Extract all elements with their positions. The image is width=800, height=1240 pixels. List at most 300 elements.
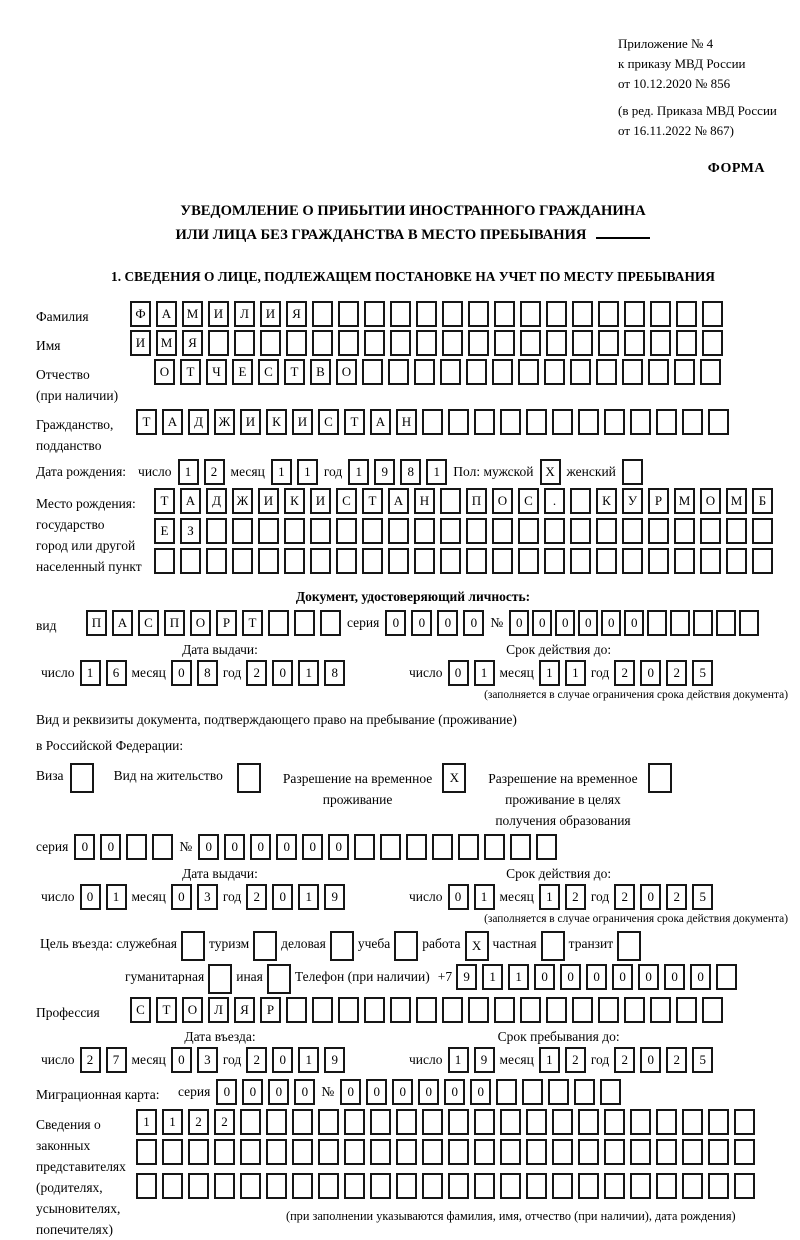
identity-valid-month-cell[interactable]: 1	[565, 660, 586, 686]
residence-issue-month-cell[interactable]: 3	[197, 884, 218, 910]
citizenship-cell[interactable]: И	[292, 409, 313, 435]
profession-cell[interactable]	[442, 997, 463, 1023]
profession-cell[interactable]: Я	[234, 997, 255, 1023]
entry-day-cell[interactable]: 2	[80, 1047, 101, 1073]
doc-kind-cell[interactable]: О	[190, 610, 211, 636]
mc-number-cell[interactable]: 0	[392, 1079, 413, 1105]
phone-digit-cell[interactable]: 9	[456, 964, 477, 990]
representative-cell[interactable]	[682, 1173, 703, 1199]
representative-cell[interactable]: 1	[136, 1109, 157, 1135]
phone-digit-cell[interactable]: 0	[612, 964, 633, 990]
birth-place-cell[interactable]: О	[700, 488, 721, 514]
representative-cell[interactable]	[474, 1109, 495, 1135]
profession-cells[interactable]	[130, 997, 723, 1023]
birth-place-cell[interactable]: .	[544, 488, 565, 514]
purpose-other-checkbox[interactable]	[267, 964, 291, 994]
purpose-study-checkbox-wrap[interactable]	[394, 931, 418, 961]
representative-cell[interactable]	[604, 1139, 625, 1165]
residence-valid-day-cell[interactable]: 1	[474, 884, 495, 910]
profession-cell[interactable]	[520, 997, 541, 1023]
patronymic-cell[interactable]: Т	[180, 359, 201, 385]
temp-permit-checkbox[interactable]: X	[442, 763, 466, 793]
citizenship-cell[interactable]	[630, 409, 651, 435]
mc-number-cell[interactable]	[496, 1079, 517, 1105]
representative-cell[interactable]	[370, 1173, 391, 1199]
identity-valid-day-cell[interactable]: 1	[474, 660, 495, 686]
identity-issue-month-cell[interactable]: 8	[197, 660, 218, 686]
mc-number-cell[interactable]: 0	[470, 1079, 491, 1105]
patronymic-cell[interactable]: Ч	[206, 359, 227, 385]
residence-number-cell[interactable]	[406, 834, 427, 860]
mc-number-cell[interactable]: 0	[444, 1079, 465, 1105]
stay-month-cell[interactable]: 1	[539, 1047, 560, 1073]
given-name-cell[interactable]	[676, 330, 697, 356]
birth-place-cell[interactable]	[440, 548, 461, 574]
identity-valid-year-cell[interactable]: 5	[692, 660, 713, 686]
birth-place-cell[interactable]	[674, 548, 695, 574]
doc-number-cell[interactable]	[670, 610, 690, 636]
profession-cell[interactable]	[468, 997, 489, 1023]
birth-place-cell[interactable]	[336, 548, 357, 574]
birth-place-cell[interactable]: И	[310, 488, 331, 514]
birth-place-cell[interactable]: З	[180, 518, 201, 544]
entry-day-cell[interactable]: 7	[106, 1047, 127, 1073]
phone-digit-cell[interactable]: 0	[560, 964, 581, 990]
patronymic-cell[interactable]: О	[154, 359, 175, 385]
surname-cell[interactable]: Я	[286, 301, 307, 327]
given-name-cell[interactable]	[338, 330, 359, 356]
representative-cell[interactable]	[240, 1109, 261, 1135]
doc-number-cell[interactable]: 0	[624, 610, 644, 636]
given-name-cell[interactable]	[598, 330, 619, 356]
representative-cell[interactable]	[656, 1109, 677, 1135]
patronymic-cell[interactable]: С	[258, 359, 279, 385]
representative-cell[interactable]	[448, 1139, 469, 1165]
representative-cell[interactable]	[214, 1139, 235, 1165]
given-name-cell[interactable]	[624, 330, 645, 356]
surname-cell[interactable]	[468, 301, 489, 327]
mc-number-cell[interactable]: 0	[366, 1079, 387, 1105]
doc-kind-cell[interactable]: Р	[216, 610, 237, 636]
citizenship-cell[interactable]	[500, 409, 521, 435]
given-name-cell[interactable]	[208, 330, 229, 356]
surname-cell[interactable]	[546, 301, 567, 327]
birth-place-row3[interactable]	[154, 548, 773, 574]
doc-number-cells[interactable]	[509, 610, 759, 636]
identity-valid-year-cell[interactable]: 0	[640, 660, 661, 686]
citizenship-cell[interactable]: Ж	[214, 409, 235, 435]
representative-cell[interactable]	[162, 1139, 183, 1165]
phone-digit-cell[interactable]: 0	[664, 964, 685, 990]
birth-place-cell[interactable]: М	[726, 488, 747, 514]
surname-cell[interactable]: И	[208, 301, 229, 327]
representative-cell[interactable]	[188, 1173, 209, 1199]
given-name-cell[interactable]	[494, 330, 515, 356]
citizenship-cell[interactable]	[448, 409, 469, 435]
residence-valid-year-cell[interactable]: 5	[692, 884, 713, 910]
surname-cell[interactable]	[572, 301, 593, 327]
residence-series-cell[interactable]: 0	[74, 834, 95, 860]
birth-place-cell[interactable]: Н	[414, 488, 435, 514]
birth-place-cell[interactable]	[492, 548, 513, 574]
surname-cell[interactable]	[650, 301, 671, 327]
identity-issue-month-cell[interactable]: 0	[171, 660, 192, 686]
profession-cell[interactable]: Р	[260, 997, 281, 1023]
residence-valid-year[interactable]	[614, 884, 713, 910]
phone-digit-cell[interactable]: 0	[534, 964, 555, 990]
representative-cell[interactable]	[708, 1173, 729, 1199]
representative-cell[interactable]	[500, 1173, 521, 1199]
identity-valid-day-cell[interactable]: 0	[448, 660, 469, 686]
residence-valid-year-cell[interactable]: 0	[640, 884, 661, 910]
representative-cell[interactable]: 1	[162, 1109, 183, 1135]
representative-cell[interactable]	[604, 1173, 625, 1199]
representative-cell[interactable]	[448, 1109, 469, 1135]
purpose-tourism-checkbox[interactable]	[253, 931, 277, 961]
birth-place-cell[interactable]	[284, 518, 305, 544]
representative-cell[interactable]	[630, 1139, 651, 1165]
doc-kind-cell[interactable]: Т	[242, 610, 263, 636]
citizenship-cell[interactable]: К	[266, 409, 287, 435]
purpose-humanitarian-checkbox[interactable]	[208, 964, 232, 994]
identity-issue-year-cell[interactable]: 8	[324, 660, 345, 686]
residence-issue-year-cell[interactable]: 1	[298, 884, 319, 910]
representative-cell[interactable]	[370, 1139, 391, 1165]
citizenship-cell[interactable]: А	[370, 409, 391, 435]
residence-issue-day-cell[interactable]: 0	[80, 884, 101, 910]
given-name-cell[interactable]	[546, 330, 567, 356]
residence-number-cells[interactable]	[198, 834, 557, 860]
birth-place-cell[interactable]: Р	[648, 488, 669, 514]
identity-issue-year-cell[interactable]: 0	[272, 660, 293, 686]
representative-cell[interactable]	[344, 1109, 365, 1135]
birth-place-cell[interactable]: Т	[154, 488, 175, 514]
patronymic-cell[interactable]	[388, 359, 409, 385]
surname-cell[interactable]	[390, 301, 411, 327]
residence-number-cell[interactable]: 0	[328, 834, 349, 860]
representative-cell[interactable]	[136, 1139, 157, 1165]
birth-place-cell[interactable]	[570, 518, 591, 544]
identity-issue-day[interactable]	[80, 660, 127, 686]
identity-valid-month[interactable]	[539, 660, 586, 686]
doc-number-cell[interactable]	[693, 610, 713, 636]
residence-series-cell[interactable]	[126, 834, 147, 860]
stay-year[interactable]	[614, 1047, 713, 1073]
birth-place-cell[interactable]	[206, 518, 227, 544]
stay-day-cell[interactable]: 9	[474, 1047, 495, 1073]
birth-place-cell[interactable]	[440, 488, 461, 514]
phone-digit-cell[interactable]: 0	[690, 964, 711, 990]
birth-place-cell[interactable]	[362, 548, 383, 574]
given-name-cell[interactable]	[416, 330, 437, 356]
patronymic-cell[interactable]	[414, 359, 435, 385]
phone-digit-cell[interactable]: 0	[586, 964, 607, 990]
residence-issue-day[interactable]	[80, 884, 127, 910]
representative-cell[interactable]	[266, 1109, 287, 1135]
patronymic-cell[interactable]	[596, 359, 617, 385]
surname-cell[interactable]	[416, 301, 437, 327]
residence-valid-month-cell[interactable]: 1	[539, 884, 560, 910]
residence-number-cell[interactable]	[536, 834, 557, 860]
sex-female-checkbox[interactable]	[622, 459, 643, 485]
given-name-cells[interactable]	[130, 330, 723, 356]
entry-month-cell[interactable]: 0	[171, 1047, 192, 1073]
birth-place-cell[interactable]	[258, 518, 279, 544]
residence-series-cells[interactable]	[74, 834, 173, 860]
residence-valid-day[interactable]	[448, 884, 495, 910]
representatives-row1[interactable]	[136, 1109, 755, 1135]
stay-month-cell[interactable]: 2	[565, 1047, 586, 1073]
birth-place-cell[interactable]	[726, 548, 747, 574]
profession-cell[interactable]	[676, 997, 697, 1023]
sex-male-checkbox[interactable]: X	[540, 459, 561, 485]
representative-cell[interactable]	[266, 1173, 287, 1199]
profession-cell[interactable]	[390, 997, 411, 1023]
surname-cell[interactable]	[494, 301, 515, 327]
birth-year-cell[interactable]: 9	[374, 459, 395, 485]
representative-cell[interactable]	[162, 1173, 183, 1199]
birth-year-cells[interactable]	[348, 459, 447, 485]
residence-valid-day-cell[interactable]: 0	[448, 884, 469, 910]
purpose-other-checkbox-wrap[interactable]	[267, 964, 291, 994]
purpose-transit-checkbox[interactable]	[617, 931, 641, 961]
citizenship-cell[interactable]	[708, 409, 729, 435]
given-name-cell[interactable]	[468, 330, 489, 356]
residence-number-cell[interactable]: 0	[302, 834, 323, 860]
purpose-work-checkbox[interactable]: X	[465, 931, 489, 961]
identity-issue-month[interactable]	[171, 660, 218, 686]
residence-number-cell[interactable]	[432, 834, 453, 860]
birth-place-cell[interactable]: О	[492, 488, 513, 514]
doc-kind-cell[interactable]	[268, 610, 289, 636]
birth-place-cell[interactable]: П	[466, 488, 487, 514]
birth-place-cell[interactable]: Б	[752, 488, 773, 514]
phone-digit-cell[interactable]: 0	[638, 964, 659, 990]
citizenship-cell[interactable]: Т	[344, 409, 365, 435]
mc-number-cell[interactable]: 0	[418, 1079, 439, 1105]
representative-cell[interactable]: 2	[188, 1109, 209, 1135]
representative-cell[interactable]	[552, 1139, 573, 1165]
identity-issue-year[interactable]	[246, 660, 345, 686]
representative-cell[interactable]	[370, 1109, 391, 1135]
birth-place-cell[interactable]	[388, 518, 409, 544]
profession-cell[interactable]: Л	[208, 997, 229, 1023]
residence-series-cell[interactable]: 0	[100, 834, 121, 860]
birth-place-cell[interactable]	[752, 518, 773, 544]
representative-cell[interactable]	[734, 1109, 755, 1135]
representative-cell[interactable]	[578, 1173, 599, 1199]
doc-number-cell[interactable]	[647, 610, 667, 636]
sex-female-checkbox-wrap[interactable]	[622, 459, 643, 485]
representative-cell[interactable]	[240, 1173, 261, 1199]
representative-cell[interactable]	[604, 1109, 625, 1135]
entry-year-cell[interactable]: 0	[272, 1047, 293, 1073]
patronymic-cell[interactable]: Т	[284, 359, 305, 385]
birth-place-cell[interactable]	[180, 548, 201, 574]
birth-day-cell[interactable]: 1	[178, 459, 199, 485]
identity-issue-year-cell[interactable]: 1	[298, 660, 319, 686]
stay-year-cell[interactable]: 5	[692, 1047, 713, 1073]
representative-cell[interactable]	[630, 1173, 651, 1199]
citizenship-cell[interactable]: С	[318, 409, 339, 435]
birth-place-cell[interactable]	[414, 518, 435, 544]
birth-place-cell[interactable]	[544, 548, 565, 574]
birth-month-cell[interactable]: 1	[297, 459, 318, 485]
representative-cell[interactable]	[266, 1139, 287, 1165]
residence-number-cell[interactable]: 0	[224, 834, 245, 860]
residence-permit-checkbox-wrap[interactable]	[237, 763, 261, 793]
surname-cell[interactable]: А	[156, 301, 177, 327]
birth-day-cells[interactable]	[178, 459, 225, 485]
representative-cell[interactable]	[318, 1109, 339, 1135]
birth-place-cell[interactable]	[518, 518, 539, 544]
residence-issue-year-cell[interactable]: 0	[272, 884, 293, 910]
birth-place-cell[interactable]	[466, 518, 487, 544]
purpose-humanitarian-checkbox-wrap[interactable]	[208, 964, 232, 994]
residence-issue-year[interactable]	[246, 884, 345, 910]
birth-year-cell[interactable]: 1	[348, 459, 369, 485]
profession-cell[interactable]	[546, 997, 567, 1023]
mc-series-cell[interactable]: 0	[294, 1079, 315, 1105]
doc-series-cell[interactable]: 0	[385, 610, 406, 636]
citizenship-cell[interactable]	[604, 409, 625, 435]
surname-cell[interactable]	[598, 301, 619, 327]
citizenship-cell[interactable]: Н	[396, 409, 417, 435]
representative-cell[interactable]	[292, 1139, 313, 1165]
residence-number-cell[interactable]: 0	[250, 834, 271, 860]
stay-year-cell[interactable]: 2	[666, 1047, 687, 1073]
purpose-business-checkbox-wrap[interactable]	[330, 931, 354, 961]
given-name-cell[interactable]: И	[130, 330, 151, 356]
identity-valid-month-cell[interactable]: 1	[539, 660, 560, 686]
birth-place-cell[interactable]	[388, 548, 409, 574]
given-name-cell[interactable]	[520, 330, 541, 356]
representative-cell[interactable]	[734, 1173, 755, 1199]
patronymic-cell[interactable]	[362, 359, 383, 385]
given-name-cell[interactable]	[390, 330, 411, 356]
birth-place-cell[interactable]: Ж	[232, 488, 253, 514]
citizenship-cell[interactable]	[474, 409, 495, 435]
birth-place-cell[interactable]: Е	[154, 518, 175, 544]
profession-cell[interactable]	[702, 997, 723, 1023]
mc-number-cell[interactable]	[600, 1079, 621, 1105]
patronymic-cell[interactable]: О	[336, 359, 357, 385]
given-name-cell[interactable]	[364, 330, 385, 356]
birth-place-cell[interactable]	[206, 548, 227, 574]
phone-cells[interactable]	[456, 964, 737, 990]
residence-permit-checkbox[interactable]	[237, 763, 261, 793]
given-name-cell[interactable]	[572, 330, 593, 356]
residence-number-cell[interactable]	[354, 834, 375, 860]
surname-cell[interactable]	[520, 301, 541, 327]
surname-cell[interactable]	[676, 301, 697, 327]
birth-place-cell[interactable]: А	[388, 488, 409, 514]
residence-number-cell[interactable]	[458, 834, 479, 860]
representative-cell[interactable]	[682, 1109, 703, 1135]
birth-place-cell[interactable]	[752, 548, 773, 574]
surname-cell[interactable]: Л	[234, 301, 255, 327]
doc-number-cell[interactable]: 0	[578, 610, 598, 636]
birth-place-cell[interactable]	[310, 518, 331, 544]
purpose-official-checkbox[interactable]	[181, 931, 205, 961]
mc-number-cell[interactable]	[548, 1079, 569, 1105]
patronymic-cell[interactable]	[570, 359, 591, 385]
birth-place-cell[interactable]: С	[518, 488, 539, 514]
birth-place-cell[interactable]	[284, 548, 305, 574]
identity-issue-day-cell[interactable]: 6	[106, 660, 127, 686]
identity-valid-year-cell[interactable]: 2	[666, 660, 687, 686]
identity-issue-year-cell[interactable]: 2	[246, 660, 267, 686]
representative-cell[interactable]	[422, 1109, 443, 1135]
birth-place-cell[interactable]	[232, 548, 253, 574]
representative-cell[interactable]	[396, 1173, 417, 1199]
phone-digit-cell[interactable]: 1	[482, 964, 503, 990]
entry-year-cell[interactable]: 9	[324, 1047, 345, 1073]
representative-cell[interactable]	[422, 1139, 443, 1165]
birth-place-cell[interactable]	[596, 518, 617, 544]
entry-year-cell[interactable]: 2	[246, 1047, 267, 1073]
residence-series-cell[interactable]	[152, 834, 173, 860]
birth-place-cell[interactable]: К	[596, 488, 617, 514]
doc-series-cells[interactable]	[385, 610, 484, 636]
representative-cell[interactable]	[318, 1139, 339, 1165]
birth-place-cell[interactable]	[154, 548, 175, 574]
mc-number-cell[interactable]	[522, 1079, 543, 1105]
doc-kind-cells[interactable]	[86, 610, 341, 636]
birth-place-cell[interactable]	[518, 548, 539, 574]
stay-month[interactable]	[539, 1047, 586, 1073]
visa-checkbox-wrap[interactable]	[70, 763, 94, 793]
citizenship-cell[interactable]	[526, 409, 547, 435]
representative-cell[interactable]	[240, 1139, 261, 1165]
representative-cell[interactable]	[526, 1139, 547, 1165]
entry-month-cell[interactable]: 3	[197, 1047, 218, 1073]
stay-year-cell[interactable]: 0	[640, 1047, 661, 1073]
profession-cell[interactable]	[286, 997, 307, 1023]
patronymic-cell[interactable]: Е	[232, 359, 253, 385]
residence-number-cell[interactable]: 0	[276, 834, 297, 860]
birth-place-cell[interactable]	[648, 518, 669, 544]
purpose-private-checkbox-wrap[interactable]	[541, 931, 565, 961]
identity-valid-day[interactable]	[448, 660, 495, 686]
representatives-row3[interactable]	[136, 1173, 755, 1199]
given-name-cell[interactable]	[260, 330, 281, 356]
mc-number-cell[interactable]: 0	[340, 1079, 361, 1105]
representative-cell[interactable]	[344, 1139, 365, 1165]
phone-digit-cell[interactable]	[716, 964, 737, 990]
representative-cell[interactable]	[656, 1173, 677, 1199]
residence-issue-year-cell[interactable]: 2	[246, 884, 267, 910]
birth-place-cell[interactable]: К	[284, 488, 305, 514]
birth-place-cell[interactable]	[414, 548, 435, 574]
profession-cell[interactable]	[312, 997, 333, 1023]
mc-series-cells[interactable]	[216, 1079, 315, 1105]
doc-number-cell[interactable]	[716, 610, 736, 636]
representative-cell[interactable]	[552, 1173, 573, 1199]
purpose-business-checkbox[interactable]	[330, 931, 354, 961]
doc-series-cell[interactable]: 0	[437, 610, 458, 636]
birth-place-cell[interactable]	[258, 548, 279, 574]
representative-cell[interactable]	[396, 1139, 417, 1165]
representative-cell[interactable]	[656, 1139, 677, 1165]
residence-valid-month[interactable]	[539, 884, 586, 910]
birth-place-cell[interactable]	[232, 518, 253, 544]
birth-place-cell[interactable]	[570, 548, 591, 574]
birth-place-cell[interactable]	[466, 548, 487, 574]
patronymic-cell[interactable]	[492, 359, 513, 385]
patronymic-cell[interactable]	[622, 359, 643, 385]
doc-number-cell[interactable]: 0	[509, 610, 529, 636]
